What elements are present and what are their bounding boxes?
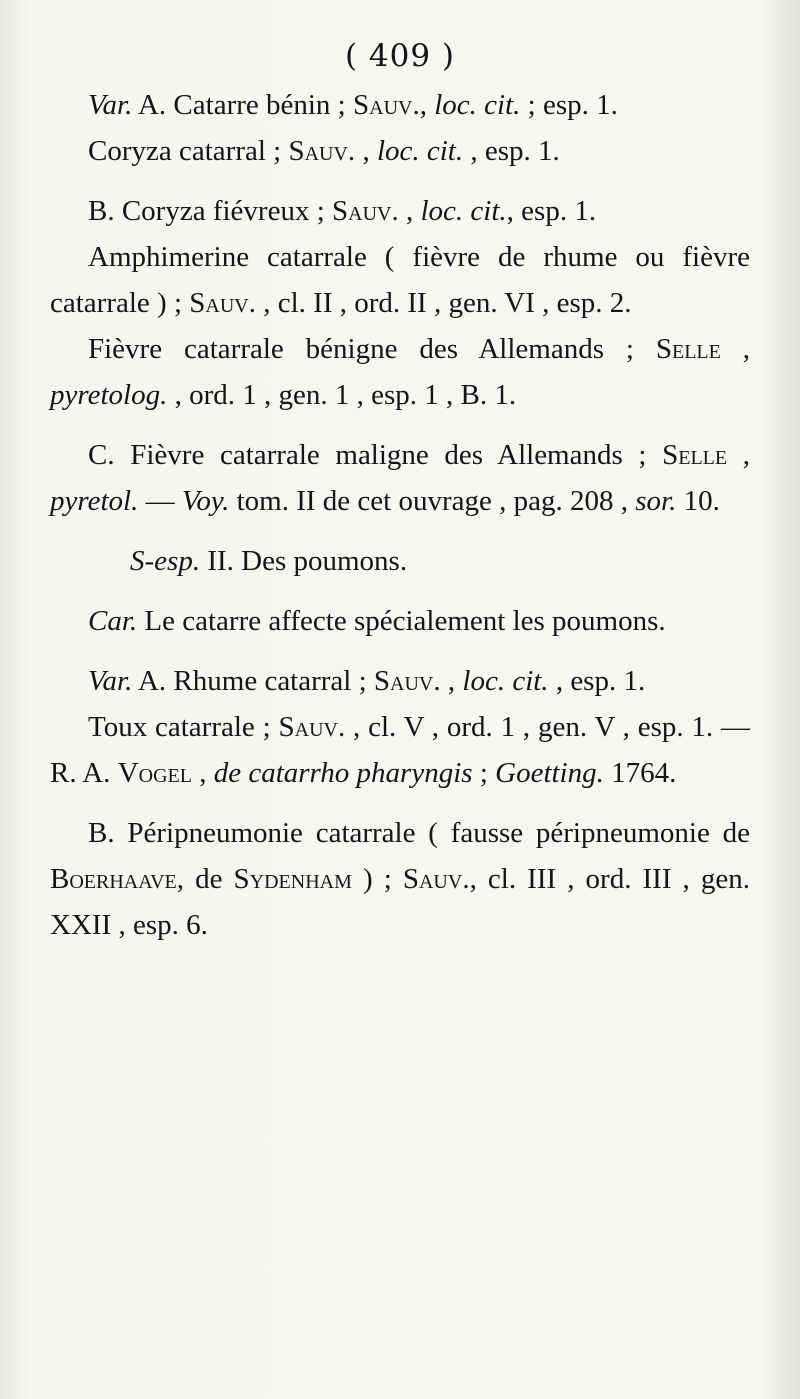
subspecies-heading: S-esp. II. Des poumons. (130, 545, 408, 577)
author-name: Boerhaave (50, 863, 177, 895)
coryza-catarral-paragraph: Coryza catarral ; Sauv. , loc. cit. , esp. 1. (88, 135, 560, 167)
var-label: Var. (88, 89, 133, 121)
author-name: Sauv. (288, 135, 356, 167)
amphimerine-paragraph: Amphimerine catarrale ( fièvre de rhume ou fièvre catarrale ) ; Sauv. , cl. II , ord. II , gen. VI , esp. 2. (50, 241, 750, 319)
peripneumonie-paragraph: B. Péripneumonie catarrale ( fausse péripneumonie de Boerhaave, de Sydenham ) ; Sauv., cl. III , ord. III , gen. XXII , esp. 6. (50, 817, 751, 941)
author-name: Vogel (117, 757, 192, 789)
author-name: Sauv. (353, 89, 420, 121)
author-name: Selle (662, 439, 728, 471)
variety-b-paragraph: B. Coryza fiévreux ; Sauv. , loc. cit., esp. 1. (88, 195, 597, 227)
toux-paragraph: Toux catarrale ; Sauv. , cl. V , ord. 1 , gen. V , esp. 1. — R. A. Vogel , de catarrho pharyngis ; Goetting. 1764. (50, 711, 750, 789)
page-number: ( 409 ) (344, 38, 456, 74)
author-name: Sauv. (278, 711, 346, 743)
author-name: Sauv. (189, 287, 256, 319)
author-name: Sauv. (332, 195, 399, 227)
character-paragraph: Car. Le catarre affecte spécialement les poumons. (88, 605, 666, 637)
page-text (50, 82, 750, 948)
variety-c-paragraph: C. Fièvre catarrale maligne des Allemands ; Selle , pyretol. — Voy. tom. II de cet ouvrage , pag. 208 , sor. 10. (50, 439, 750, 517)
fievre-benigne-paragraph: Fièvre catarrale bénigne des Allemands ; Selle , pyretolog. , ord. 1 , gen. 1 , esp. 1 , B. 1. (50, 333, 750, 411)
author-name: Sauv. (373, 665, 441, 697)
author-name: Selle (655, 333, 721, 365)
author-name: Sauv. (402, 863, 470, 895)
rhume-paragraph: Var. A. Rhume catarral ; Sauv. , loc. cit. , esp. 1. (88, 665, 646, 697)
author-name: Sydenham (233, 863, 352, 895)
variety-a-paragraph: Var. A. Catarre bénin ; Sauv., loc. cit. ; esp. 1. (88, 89, 618, 121)
